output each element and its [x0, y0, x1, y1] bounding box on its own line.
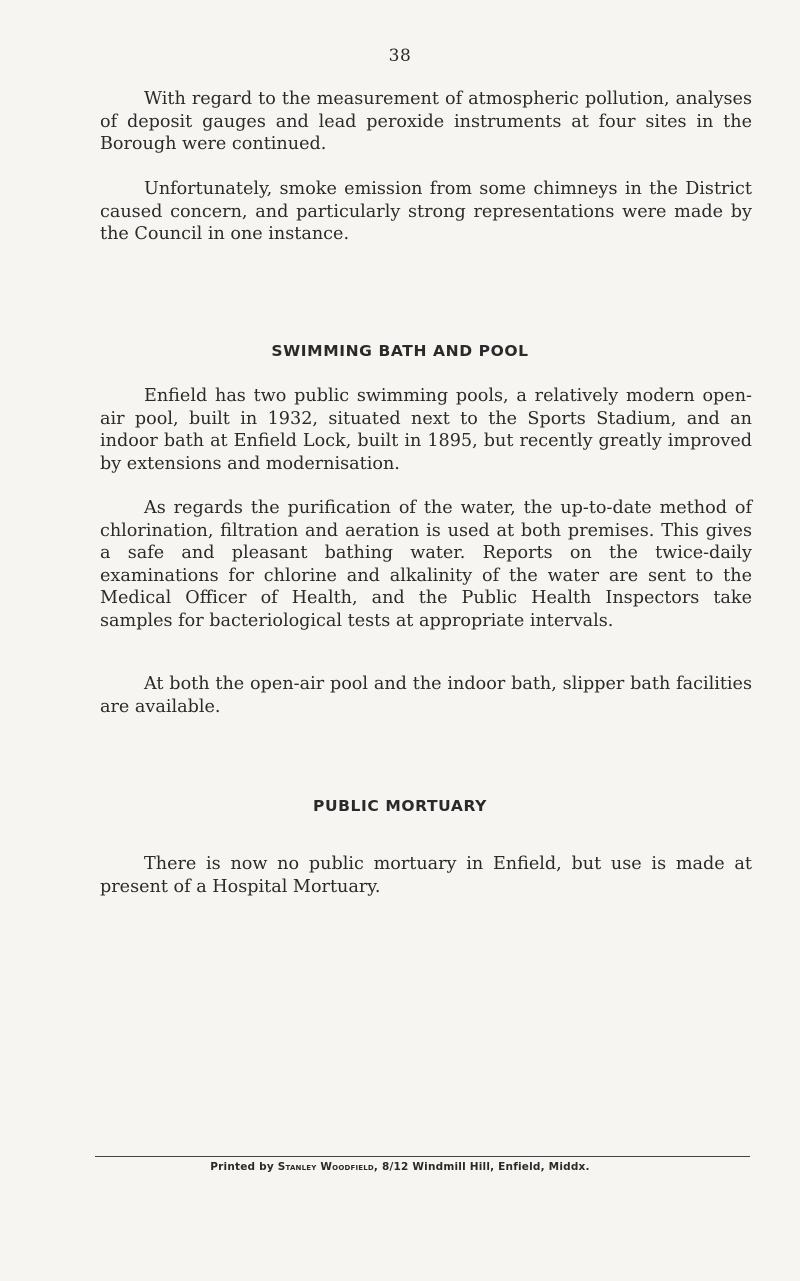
- mortuary-paragraph: There is now no public mortuary in Enfield, but use is made at present of a Hospital Mortuary.: [100, 854, 752, 897]
- page-number: 38: [388, 46, 412, 66]
- swimming-pools-paragraph: Enfield has two public swimming pools, a relatively modern open-air pool, built in 1932, situated next to the Sports Stadium, and an indoor bath at Enfield Lock, built in 1895, but recently greatly improved by extensions and modernisation.: [100, 386, 752, 474]
- printer-imprint: [0, 1161, 800, 1173]
- printer-name: Stanley Woodfield: [277, 1161, 374, 1173]
- slipper-bath-paragraph: At both the open-air pool and the indoor bath, slipper bath facilities are available.: [100, 674, 752, 717]
- footer-rule: [95, 1156, 750, 1157]
- pollution-paragraph: With regard to the measurement of atmospheric pollution, analyses of deposit gauges and lead peroxide instruments at four sites in the Borough were continued.: [100, 89, 752, 154]
- mortuary-section-heading: PUBLIC MORTUARY: [312, 797, 487, 815]
- swimming-section-heading: SWIMMING BATH AND POOL: [271, 342, 529, 360]
- printer-address: , 8/12 Windmill Hill, Enfield, Middx.: [373, 1161, 590, 1173]
- smoke-emission-paragraph: Unfortunately, smoke emission from some chimneys in the District caused concern, and particularly strong representations were made by the Council in one instance.: [100, 179, 752, 244]
- printer-prefix: Printed by: [210, 1161, 278, 1173]
- water-purification-paragraph: As regards the purification of the water, the up-to-date method of chlorination, filtration and aeration is used at both premises. This gives a safe and pleasant bathing water. Reports on the twice-daily examinations for chlorine and alkalinity of the water are sent to the Medical Officer of Health, and the Public Health Inspectors take samples for bacteriological tests at appropriate intervals.: [100, 498, 752, 631]
